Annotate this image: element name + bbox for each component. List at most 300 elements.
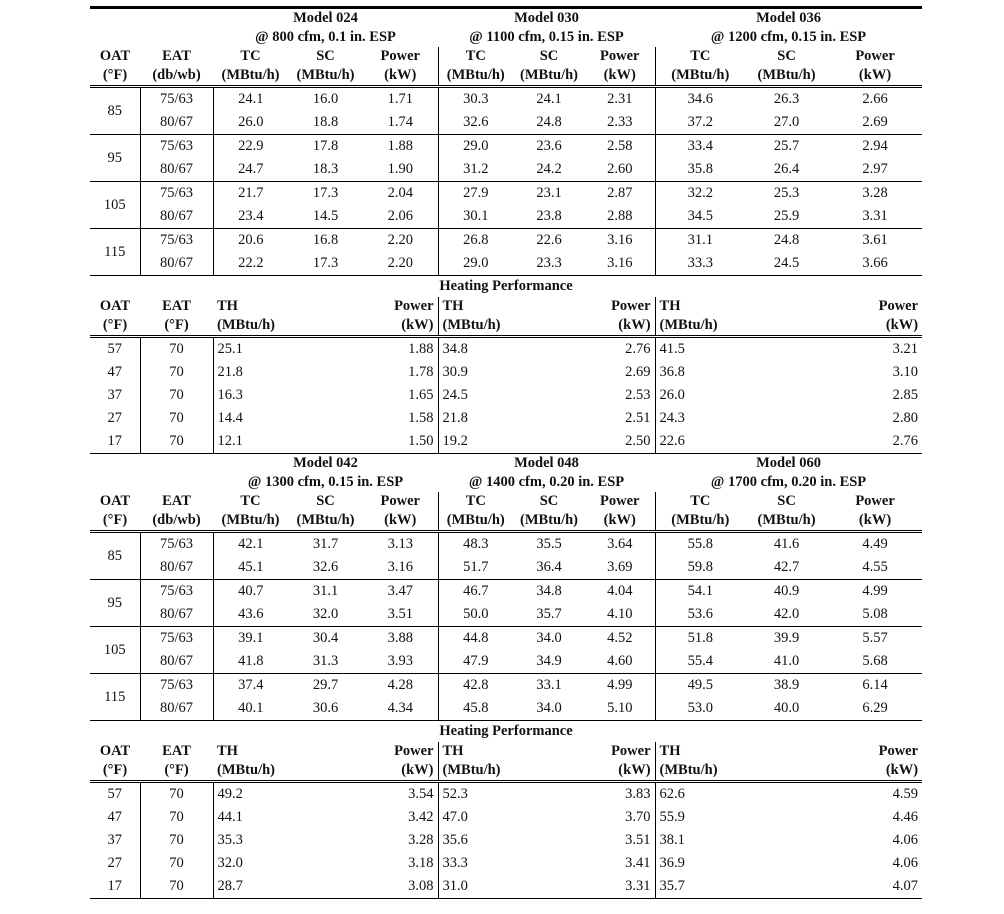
heating-row: [90, 407, 922, 430]
model-name: Model 048: [514, 455, 579, 471]
sc-header: SC: [539, 48, 559, 64]
th-value: 31.0: [438, 875, 513, 899]
oat-unit: (°F): [90, 66, 140, 87]
model-name: Model 030: [438, 8, 655, 29]
blank-header: [288, 316, 363, 337]
eat-value: 70: [140, 407, 213, 430]
oat-value: 37: [107, 832, 122, 848]
oat-value: 57: [107, 341, 122, 357]
sc-unit: (MBtu/h): [288, 66, 363, 87]
blank-cell: [513, 806, 585, 829]
blank-cell: [288, 384, 363, 407]
th-unit: (MBtu/h): [438, 316, 513, 337]
power-value: 2.33: [585, 111, 655, 135]
power-value: 3.21: [892, 341, 919, 357]
eat-value: 70: [140, 852, 213, 875]
power-value: 4.06: [892, 855, 919, 871]
power-value: 5.08: [828, 603, 922, 627]
model-condition-row: [90, 473, 922, 492]
power-unit: (kW): [585, 761, 655, 782]
eat-value: 80/67: [140, 556, 213, 580]
model-title-row: [90, 8, 922, 29]
power-value: 4.10: [585, 603, 655, 627]
blank-cell: [513, 407, 585, 430]
power-header: Power: [878, 298, 919, 314]
eat-value: 75/63: [140, 135, 213, 159]
blank-header: [513, 297, 585, 316]
tc-unit: (MBtu/h): [438, 511, 513, 532]
sc-value: 23.3: [513, 252, 585, 276]
heating-row: [90, 337, 922, 362]
th-value: 35.6: [438, 829, 513, 852]
th-value: 26.0: [655, 384, 745, 407]
oat-value: 95: [90, 580, 140, 627]
cooling-row: [90, 603, 922, 627]
tc-value: 29.0: [438, 252, 513, 276]
th-value: 22.6: [655, 430, 745, 454]
tc-value: 49.5: [655, 674, 745, 698]
model-condition-row: [90, 28, 922, 47]
eat-value: 75/63: [140, 627, 213, 651]
heating-unit-row: [90, 316, 922, 337]
th-value: 25.1: [213, 337, 288, 362]
blank-cell: [745, 361, 828, 384]
sc-value: 24.1: [536, 91, 562, 107]
sc-value: 41.0: [745, 650, 828, 674]
sc-unit: (MBtu/h): [513, 511, 585, 532]
tc-value: 39.1: [213, 627, 288, 651]
spacer-cell: [90, 8, 213, 29]
tc-value: 43.6: [213, 603, 288, 627]
oat-value: 115: [90, 674, 140, 721]
tc-value: 55.4: [655, 650, 745, 674]
sc-value: 31.3: [288, 650, 363, 674]
th-value: 35.3: [213, 829, 288, 852]
th-header: TH: [655, 297, 745, 316]
power-value: 2.69: [828, 111, 922, 135]
th-header: TH: [217, 298, 238, 314]
power-value: 6.29: [828, 697, 922, 721]
th-header: TH: [438, 297, 513, 316]
cooling-row: [90, 532, 922, 557]
th-value: 44.1: [213, 806, 288, 829]
oat-value: 27: [107, 855, 122, 871]
oat-unit: (°F): [90, 316, 140, 337]
th-value: 49.2: [213, 782, 288, 807]
cooling-row: [90, 627, 922, 651]
power-value: 3.41: [625, 855, 651, 871]
blank-cell: [288, 875, 363, 899]
th-value: 52.3: [438, 782, 513, 807]
power-value: 1.71: [387, 91, 413, 107]
sc-value: 31.1: [312, 583, 339, 599]
sc-value: 35.5: [536, 536, 562, 552]
th-value: 33.3: [438, 852, 513, 875]
tc-value: 24.7: [213, 158, 288, 182]
tc-value: 42.8: [438, 674, 513, 698]
blank-cell: [745, 430, 828, 454]
sc-value: 26.4: [745, 158, 828, 182]
power-value: 3.51: [363, 603, 438, 627]
sc-value: 18.8: [288, 111, 363, 135]
tc-unit: (MBtu/h): [655, 511, 745, 532]
power-value: 2.04: [387, 185, 413, 201]
power-header: Power: [394, 298, 434, 314]
blank-cell: [288, 337, 363, 362]
sc-value: 34.0: [513, 697, 585, 721]
blank-header: [513, 761, 585, 782]
th-value: 47.0: [438, 806, 513, 829]
power-value: 3.31: [585, 875, 655, 899]
sc-value: 17.3: [288, 252, 363, 276]
tc-value: 54.1: [655, 580, 745, 604]
th-value: 21.8: [438, 407, 513, 430]
tc-value: 46.7: [438, 580, 513, 604]
tc-value: 51.7: [438, 556, 513, 580]
tc-value: 30.1: [438, 205, 513, 229]
power-value: 1.50: [363, 430, 438, 454]
blank-cell: [288, 806, 363, 829]
eat-value: 80/67: [140, 111, 213, 135]
th-value: 36.9: [655, 852, 745, 875]
tc-value: 29.0: [438, 135, 513, 159]
power-value: 4.99: [862, 583, 888, 599]
tc-value: 23.4: [213, 205, 288, 229]
power-value: 2.20: [363, 252, 438, 276]
blank-cell: [745, 782, 828, 807]
blank-cell: [513, 782, 585, 807]
cooling-row: [90, 182, 922, 206]
heating-header-row: [90, 297, 922, 316]
power-unit: (kW): [828, 316, 922, 337]
blank-cell: [745, 829, 828, 852]
tc-value: 41.8: [213, 650, 288, 674]
th-header: TH: [217, 743, 238, 759]
power-value: 2.60: [585, 158, 655, 182]
tc-value: 22.9: [213, 135, 288, 159]
power-unit: (kW): [363, 316, 438, 337]
oat-value: 105: [90, 182, 140, 229]
tc-value: 33.4: [655, 135, 745, 159]
model-title-row: [90, 454, 922, 474]
oat-value: 17: [90, 875, 140, 899]
tc-value: 27.9: [438, 182, 513, 206]
eat-header: EAT: [162, 743, 191, 759]
model-condition: @ 1100 cfm, 0.15 in. ESP: [469, 29, 624, 45]
sc-header: SC: [777, 48, 796, 64]
power-header: Power: [600, 493, 640, 509]
power-value: 2.87: [607, 185, 633, 201]
power-value: 5.57: [862, 630, 888, 646]
eat-value: 80/67: [140, 252, 213, 276]
column-header-row: [90, 47, 922, 66]
sc-value: 40.9: [773, 583, 800, 599]
power-value: 4.52: [607, 630, 633, 646]
sc-value: 22.6: [536, 232, 562, 248]
cooling-row: [90, 252, 922, 276]
heating-row: [90, 806, 922, 829]
performance-table: [90, 6, 922, 899]
tc-value: 33.3: [655, 252, 745, 276]
eat-value: 75/63: [140, 532, 213, 557]
eat-value: 75/63: [140, 580, 213, 604]
spacer-cell: [90, 473, 213, 492]
power-value: 3.42: [408, 809, 434, 825]
th-unit: (MBtu/h): [213, 761, 288, 782]
th-unit: (MBtu/h): [655, 316, 745, 337]
eat-value: 80/67: [140, 697, 213, 721]
power-unit: (kW): [585, 511, 655, 532]
power-unit: (kW): [828, 66, 922, 87]
cooling-row: [90, 697, 922, 721]
power-value: 3.64: [607, 536, 633, 552]
cooling-row: [90, 556, 922, 580]
sc-value: 42.0: [745, 603, 828, 627]
power-value: 2.51: [625, 410, 651, 426]
tc-value: 31.1: [655, 229, 745, 253]
power-value: 3.28: [862, 185, 888, 201]
blank-header: [288, 761, 363, 782]
sc-value: 29.7: [312, 677, 339, 693]
tc-value: 32.6: [438, 111, 513, 135]
power-value: 2.76: [828, 430, 922, 454]
power-value: 2.53: [625, 387, 651, 403]
sc-value: 35.7: [513, 603, 585, 627]
tc-value: 34.6: [655, 87, 745, 112]
blank-cell: [745, 852, 828, 875]
model-name: Model 060: [756, 455, 821, 471]
eat-value: 70: [140, 875, 213, 899]
oat-value: 37: [107, 387, 122, 403]
cooling-row: [90, 650, 922, 674]
eat-value: 80/67: [140, 205, 213, 229]
power-value: 4.06: [892, 832, 919, 848]
power-value: 1.78: [408, 364, 434, 380]
power-header: Power: [878, 743, 919, 759]
tc-value: 47.9: [438, 650, 513, 674]
power-value: 1.74: [363, 111, 438, 135]
eat-value: 70: [140, 337, 213, 362]
th-value: 30.9: [438, 361, 513, 384]
power-value: 4.28: [387, 677, 413, 693]
eat-value: 70: [140, 829, 213, 852]
sc-value: 23.8: [513, 205, 585, 229]
heating-performance-title: Heating Performance: [439, 723, 573, 739]
oat-value: 47: [107, 809, 122, 825]
tc-value: 50.0: [438, 603, 513, 627]
tc-value: 53.0: [655, 697, 745, 721]
sc-value: 24.5: [745, 252, 828, 276]
heating-unit-row: [90, 761, 922, 782]
power-header: Power: [855, 493, 895, 509]
eat-value: 75/63: [140, 674, 213, 698]
blank-cell: [513, 430, 585, 454]
cooling-row: [90, 205, 922, 229]
sc-value: 23.6: [536, 138, 562, 154]
blank-header: [513, 742, 585, 761]
sc-value: 32.6: [288, 556, 363, 580]
power-unit: (kW): [828, 761, 922, 782]
power-unit: (kW): [585, 66, 655, 87]
th-value: 36.8: [655, 361, 745, 384]
power-value: 3.31: [828, 205, 922, 229]
model-name: Model 024: [213, 8, 438, 29]
power-value: 2.66: [862, 91, 888, 107]
model-name: Model 042: [293, 455, 358, 471]
blank-cell: [288, 782, 363, 807]
power-value: 2.88: [585, 205, 655, 229]
tc-value: 40.1: [213, 697, 288, 721]
th-value: 21.8: [213, 361, 288, 384]
power-value: 3.13: [387, 536, 413, 552]
power-value: 2.97: [828, 158, 922, 182]
power-unit: (kW): [828, 511, 922, 532]
eat-header: EAT: [162, 493, 191, 509]
spacer-cell: [90, 28, 213, 47]
power-value: 2.80: [892, 410, 919, 426]
sc-value: 16.0: [312, 91, 339, 107]
model-condition: @ 1400 cfm, 0.20 in. ESP: [468, 474, 625, 490]
sc-value: 40.0: [745, 697, 828, 721]
heating-row: [90, 430, 922, 454]
model-name: Model 036: [655, 8, 922, 29]
blank-cell: [513, 852, 585, 875]
th-header: TH: [438, 742, 513, 761]
sc-header: SC: [539, 493, 559, 509]
power-value: 2.76: [625, 341, 651, 357]
tc-value: 26.8: [438, 229, 513, 253]
blank-cell: [288, 361, 363, 384]
model-condition: @ 800 cfm, 0.1 in. ESP: [255, 29, 396, 45]
power-value: 4.60: [585, 650, 655, 674]
power-value: 3.18: [408, 855, 434, 871]
blank-cell: [513, 875, 585, 899]
tc-value: 53.6: [655, 603, 745, 627]
th-value: 38.1: [655, 829, 745, 852]
tc-value: 34.5: [655, 205, 745, 229]
column-unit-row: [90, 511, 922, 532]
power-header: Power: [380, 493, 420, 509]
cooling-row: [90, 674, 922, 698]
tc-value: 20.6: [213, 229, 288, 253]
sc-unit: (MBtu/h): [745, 511, 828, 532]
oat-unit: (°F): [90, 511, 140, 532]
heating-row: [90, 852, 922, 875]
blank-cell: [513, 829, 585, 852]
tc-header: TC: [655, 492, 745, 511]
power-unit: (kW): [363, 511, 438, 532]
power-value: 3.66: [828, 252, 922, 276]
power-value: 3.16: [585, 252, 655, 276]
cooling-row: [90, 158, 922, 182]
power-value: 2.58: [607, 138, 633, 154]
sc-value: 36.4: [513, 556, 585, 580]
th-value: 32.0: [213, 852, 288, 875]
oat-value: 17: [90, 430, 140, 454]
tc-header: TC: [438, 492, 513, 511]
sc-value: 41.6: [773, 536, 800, 552]
tc-header: TC: [240, 48, 261, 64]
blank-header: [745, 761, 828, 782]
th-value: 28.7: [213, 875, 288, 899]
power-value: 1.65: [408, 387, 434, 403]
tc-unit: (MBtu/h): [438, 66, 513, 87]
blank-cell: [288, 852, 363, 875]
sc-value: 24.8: [773, 232, 800, 248]
power-value: 1.58: [408, 410, 434, 426]
blank-cell: [513, 337, 585, 362]
eat-value: 70: [140, 430, 213, 454]
oat-value: 95: [90, 135, 140, 182]
th-header: TH: [655, 742, 745, 761]
tc-unit: (MBtu/h): [655, 66, 745, 87]
oat-header: OAT: [99, 298, 131, 314]
tc-value: 24.1: [213, 87, 288, 112]
power-value: 2.06: [363, 205, 438, 229]
power-header: Power: [394, 743, 434, 759]
model-condition: @ 1300 cfm, 0.15 in. ESP: [247, 474, 404, 490]
power-value: 4.07: [828, 875, 922, 899]
sc-value: 30.6: [288, 697, 363, 721]
blank-header: [288, 297, 363, 316]
tc-value: 31.2: [438, 158, 513, 182]
eat-header: EAT: [162, 298, 191, 314]
heating-row: [90, 875, 922, 899]
heating-header-row: [90, 742, 922, 761]
eat-value: 70: [140, 782, 213, 807]
tc-unit: (MBtu/h): [213, 66, 288, 87]
blank-cell: [288, 829, 363, 852]
tc-value: 21.7: [213, 182, 288, 206]
power-value: 2.31: [607, 91, 633, 107]
heating-performance-title: Heating Performance: [439, 278, 573, 294]
tc-header: TC: [655, 47, 745, 66]
power-value: 3.16: [607, 232, 633, 248]
blank-cell: [513, 361, 585, 384]
sc-unit: (MBtu/h): [288, 511, 363, 532]
sc-value: 18.3: [288, 158, 363, 182]
sc-value: 17.3: [312, 185, 339, 201]
sc-value: 34.8: [536, 583, 562, 599]
spacer-cell: [90, 454, 213, 474]
power-header: Power: [855, 48, 895, 64]
power-unit: (kW): [363, 761, 438, 782]
column-unit-row: [90, 66, 922, 87]
power-value: 3.83: [625, 786, 651, 802]
sc-value: 14.5: [288, 205, 363, 229]
model-condition: @ 1700 cfm, 0.20 in. ESP: [710, 474, 867, 490]
eat-value: 70: [140, 806, 213, 829]
blank-cell: [745, 806, 828, 829]
oat-value: 85: [90, 87, 140, 135]
eat-value: 80/67: [140, 158, 213, 182]
th-value: 62.6: [655, 782, 745, 807]
power-value: 3.61: [862, 232, 888, 248]
blank-header: [745, 297, 828, 316]
power-value: 3.16: [363, 556, 438, 580]
blank-cell: [745, 875, 828, 899]
power-value: 5.68: [828, 650, 922, 674]
sc-unit: (MBtu/h): [513, 66, 585, 87]
column-header-row: [90, 492, 922, 511]
th-unit: (MBtu/h): [438, 761, 513, 782]
power-value: 4.49: [862, 536, 888, 552]
blank-cell: [288, 430, 363, 454]
sc-value: 25.9: [745, 205, 828, 229]
cooling-row: [90, 111, 922, 135]
heating-row: [90, 829, 922, 852]
eat-value: 80/67: [140, 650, 213, 674]
